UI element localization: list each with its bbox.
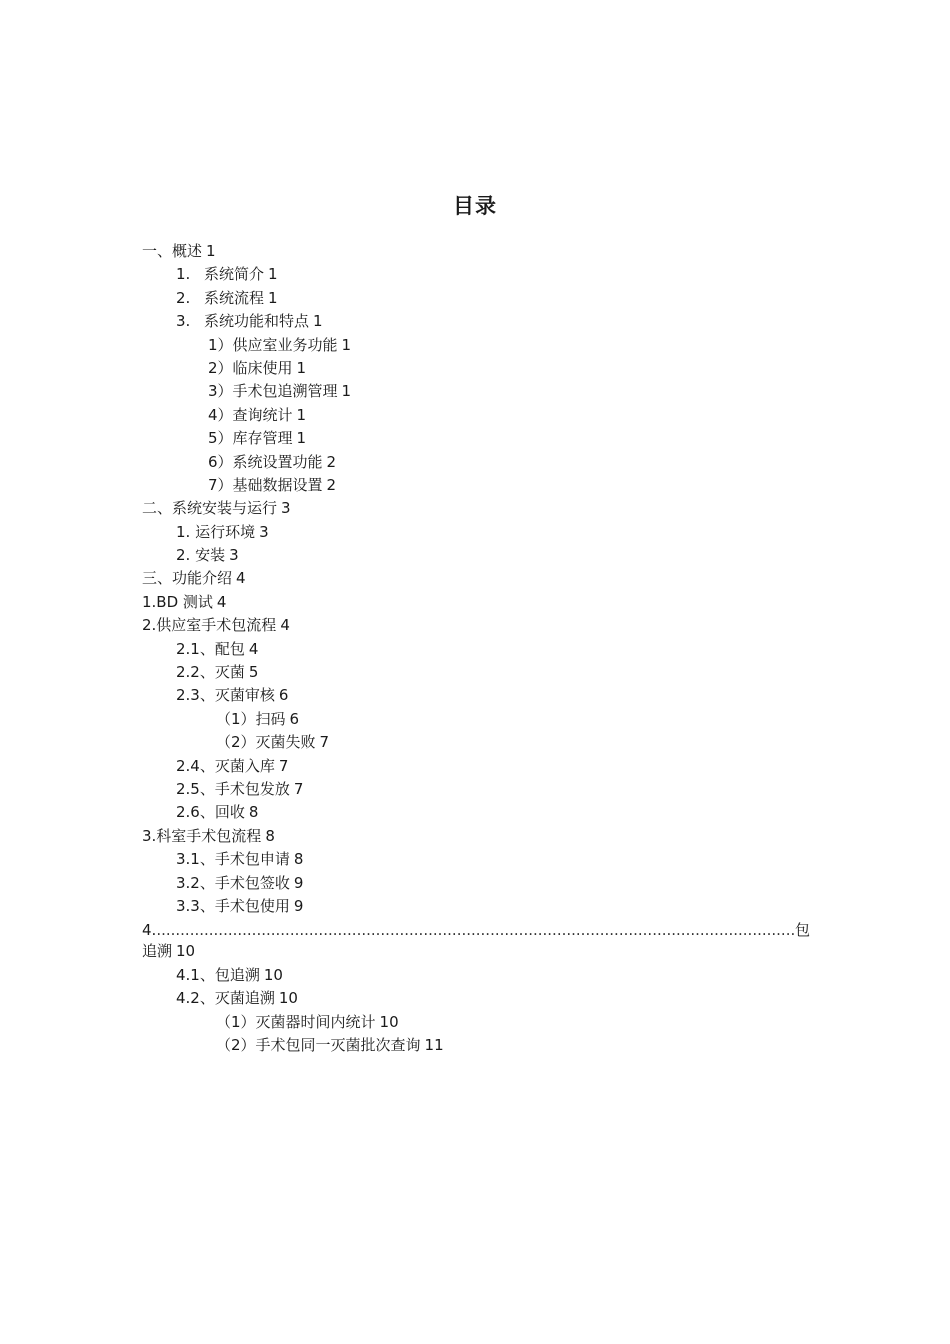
toc-entry-text: （1）灭菌器时间内统计 — [216, 1012, 376, 1031]
toc-entry-text: 2）临床使用 — [208, 358, 293, 377]
toc-entry-text: 2. 安装 — [176, 546, 226, 565]
toc-entry-text: 4）查询统计 — [208, 405, 293, 424]
toc-entry-page: 7 — [278, 756, 289, 775]
toc-entry-page: 1 — [206, 242, 216, 260]
toc-entry[interactable] — [142, 287, 810, 310]
toc-entry-text: 追溯 — [142, 942, 173, 961]
toc-entry[interactable] — [142, 895, 810, 918]
toc-entry-text: 2.6、回收 — [176, 803, 245, 822]
toc-entry[interactable] — [142, 1034, 810, 1057]
toc-entry-text: 2.5、手术包发放 — [176, 779, 290, 798]
toc-entry-text: 三、功能介绍 — [142, 569, 233, 588]
toc-entry-text: 5）库存管理 — [208, 429, 293, 448]
toc-entry[interactable] — [142, 778, 810, 801]
toc-entry-page: 3 — [229, 546, 239, 565]
toc-title: 目录 — [453, 194, 497, 218]
toc-entry-page: 10 — [263, 965, 283, 984]
toc-entry-page: 9 — [293, 896, 304, 915]
toc-entry-text: 4.2、灭菌追溯 — [176, 989, 275, 1008]
toc-entry[interactable] — [142, 755, 810, 778]
toc-entry-page: 8 — [248, 803, 259, 822]
toc-entry-text: （1）扫码 — [216, 709, 286, 728]
toc-entry-text: 2.3、灭菌审核 — [176, 686, 275, 705]
toc-entry[interactable] — [142, 451, 810, 474]
toc-entry-page: 1 — [313, 312, 323, 331]
toc-entry-wrapped[interactable] — [142, 920, 810, 940]
toc-entry-text: 3.科室手术包流程 — [142, 826, 262, 845]
toc-entry-page: 1 — [341, 335, 352, 354]
toc-entry[interactable] — [142, 544, 810, 567]
toc-entry-page: 1 — [296, 429, 307, 448]
toc-entry[interactable] — [142, 310, 810, 333]
toc-entry-page: 4 — [280, 616, 290, 635]
toc-entry[interactable] — [142, 240, 810, 263]
toc-entry[interactable] — [142, 427, 810, 450]
toc-entry[interactable] — [142, 591, 810, 614]
toc-entry-text: 3）手术包追溯管理 — [208, 382, 338, 401]
toc-entry[interactable] — [142, 357, 810, 380]
toc-entry-text: （2）手术包同一灭菌批次查询 — [216, 1035, 421, 1054]
toc-entry-text: 2.1、配包 — [176, 639, 245, 658]
toc-entry-page: 11 — [424, 1035, 444, 1054]
toc-entry-page: 7 — [319, 733, 330, 752]
toc-entry-text: 3.2、手术包签收 — [176, 873, 290, 892]
toc-entry-page: 10 — [176, 942, 196, 961]
toc-entry-text: 系统简介 — [204, 265, 265, 284]
toc-entry[interactable] — [142, 848, 810, 871]
toc-entry-text: 2.2、灭菌 — [176, 663, 245, 682]
toc-entry-page: 7 — [293, 779, 304, 798]
toc-entry[interactable] — [142, 497, 810, 520]
toc-entry[interactable] — [142, 380, 810, 403]
toc-entry[interactable] — [142, 638, 810, 661]
toc-entry-page: 3 — [281, 499, 291, 518]
toc-entry[interactable] — [142, 801, 810, 824]
toc-entry[interactable] — [142, 987, 810, 1010]
toc-entry-tail: 包 — [794, 921, 810, 940]
toc-entry-text: 6）系统设置功能 — [208, 452, 323, 471]
toc-entry-page: 1 — [296, 358, 307, 377]
toc-entry-text: 一、概述 — [142, 242, 203, 260]
toc-entry-text: （2）灭菌失败 — [216, 733, 316, 752]
toc-entry[interactable] — [142, 684, 810, 707]
toc-entry-page: 6 — [289, 709, 300, 728]
toc-entry[interactable] — [142, 825, 810, 848]
toc-entry-page: 10 — [379, 1012, 399, 1031]
toc-entry-page: 2 — [326, 452, 337, 471]
toc-entry-page: 4 — [216, 592, 227, 611]
toc-entry[interactable] — [142, 661, 810, 684]
toc-entry-page: 1 — [268, 288, 278, 307]
toc-entry-page: 9 — [293, 873, 304, 892]
toc-entry-wrapped-line2[interactable] — [142, 940, 810, 963]
toc-entry-text: 1.BD 测试 — [142, 592, 213, 611]
toc-entry-text: 3.1、手术包申请 — [176, 850, 290, 869]
toc-entry-page: 5 — [248, 663, 259, 682]
toc-entry-text: 系统功能和特点 — [204, 312, 310, 331]
table-of-contents — [142, 240, 810, 1057]
toc-entry-page: 2 — [326, 475, 337, 494]
toc-entry-text: 4.1、包追溯 — [176, 965, 260, 984]
toc-entry[interactable] — [142, 567, 810, 590]
toc-entry[interactable] — [142, 872, 810, 895]
toc-entry-page: 3 — [259, 522, 269, 541]
toc-entry-number: 3. — [176, 312, 191, 331]
toc-entry-text: 7）基础数据设置 — [208, 475, 323, 494]
toc-entry-text: 二、系统安装与运行 — [142, 499, 278, 518]
toc-entry-page: 4 — [236, 569, 246, 588]
toc-entry-number: 4. — [142, 921, 157, 940]
toc-entry-page: 6 — [278, 686, 289, 705]
toc-entry-number: 2. — [176, 288, 191, 307]
toc-entry-text: 3.3、手术包使用 — [176, 896, 290, 915]
toc-entry-page: 10 — [278, 989, 298, 1008]
toc-entry[interactable] — [142, 334, 810, 357]
toc-entry-text: 1）供应室业务功能 — [208, 335, 338, 354]
toc-entry-page: 1 — [296, 405, 307, 424]
toc-entry-page: 4 — [248, 639, 259, 658]
toc-entry-page: 8 — [265, 826, 275, 845]
toc-entry-text: 1. 运行环境 — [176, 522, 256, 541]
toc-list-continued — [142, 964, 810, 1058]
toc-entry-text: 系统流程 — [204, 288, 265, 307]
toc-entry-text: 2.供应室手术包流程 — [142, 616, 277, 635]
toc-entry[interactable] — [142, 263, 810, 286]
toc-entry-page: 8 — [293, 850, 304, 869]
toc-entry-text: 2.4、灭菌入库 — [176, 756, 275, 775]
toc-entry[interactable] — [142, 614, 810, 637]
toc-entry-page: 1 — [341, 382, 352, 401]
toc-entry-page: 1 — [268, 265, 278, 284]
toc-list — [142, 240, 810, 918]
toc-entry-number: 1. — [176, 265, 191, 284]
toc-entry[interactable] — [142, 521, 810, 544]
toc-entry[interactable] — [142, 474, 810, 497]
toc-entry[interactable] — [142, 964, 810, 987]
toc-entry[interactable] — [142, 1011, 810, 1034]
toc-entry[interactable] — [142, 731, 810, 754]
dot-leader — [156, 920, 795, 940]
toc-entry[interactable] — [142, 708, 810, 731]
toc-entry[interactable] — [142, 404, 810, 427]
